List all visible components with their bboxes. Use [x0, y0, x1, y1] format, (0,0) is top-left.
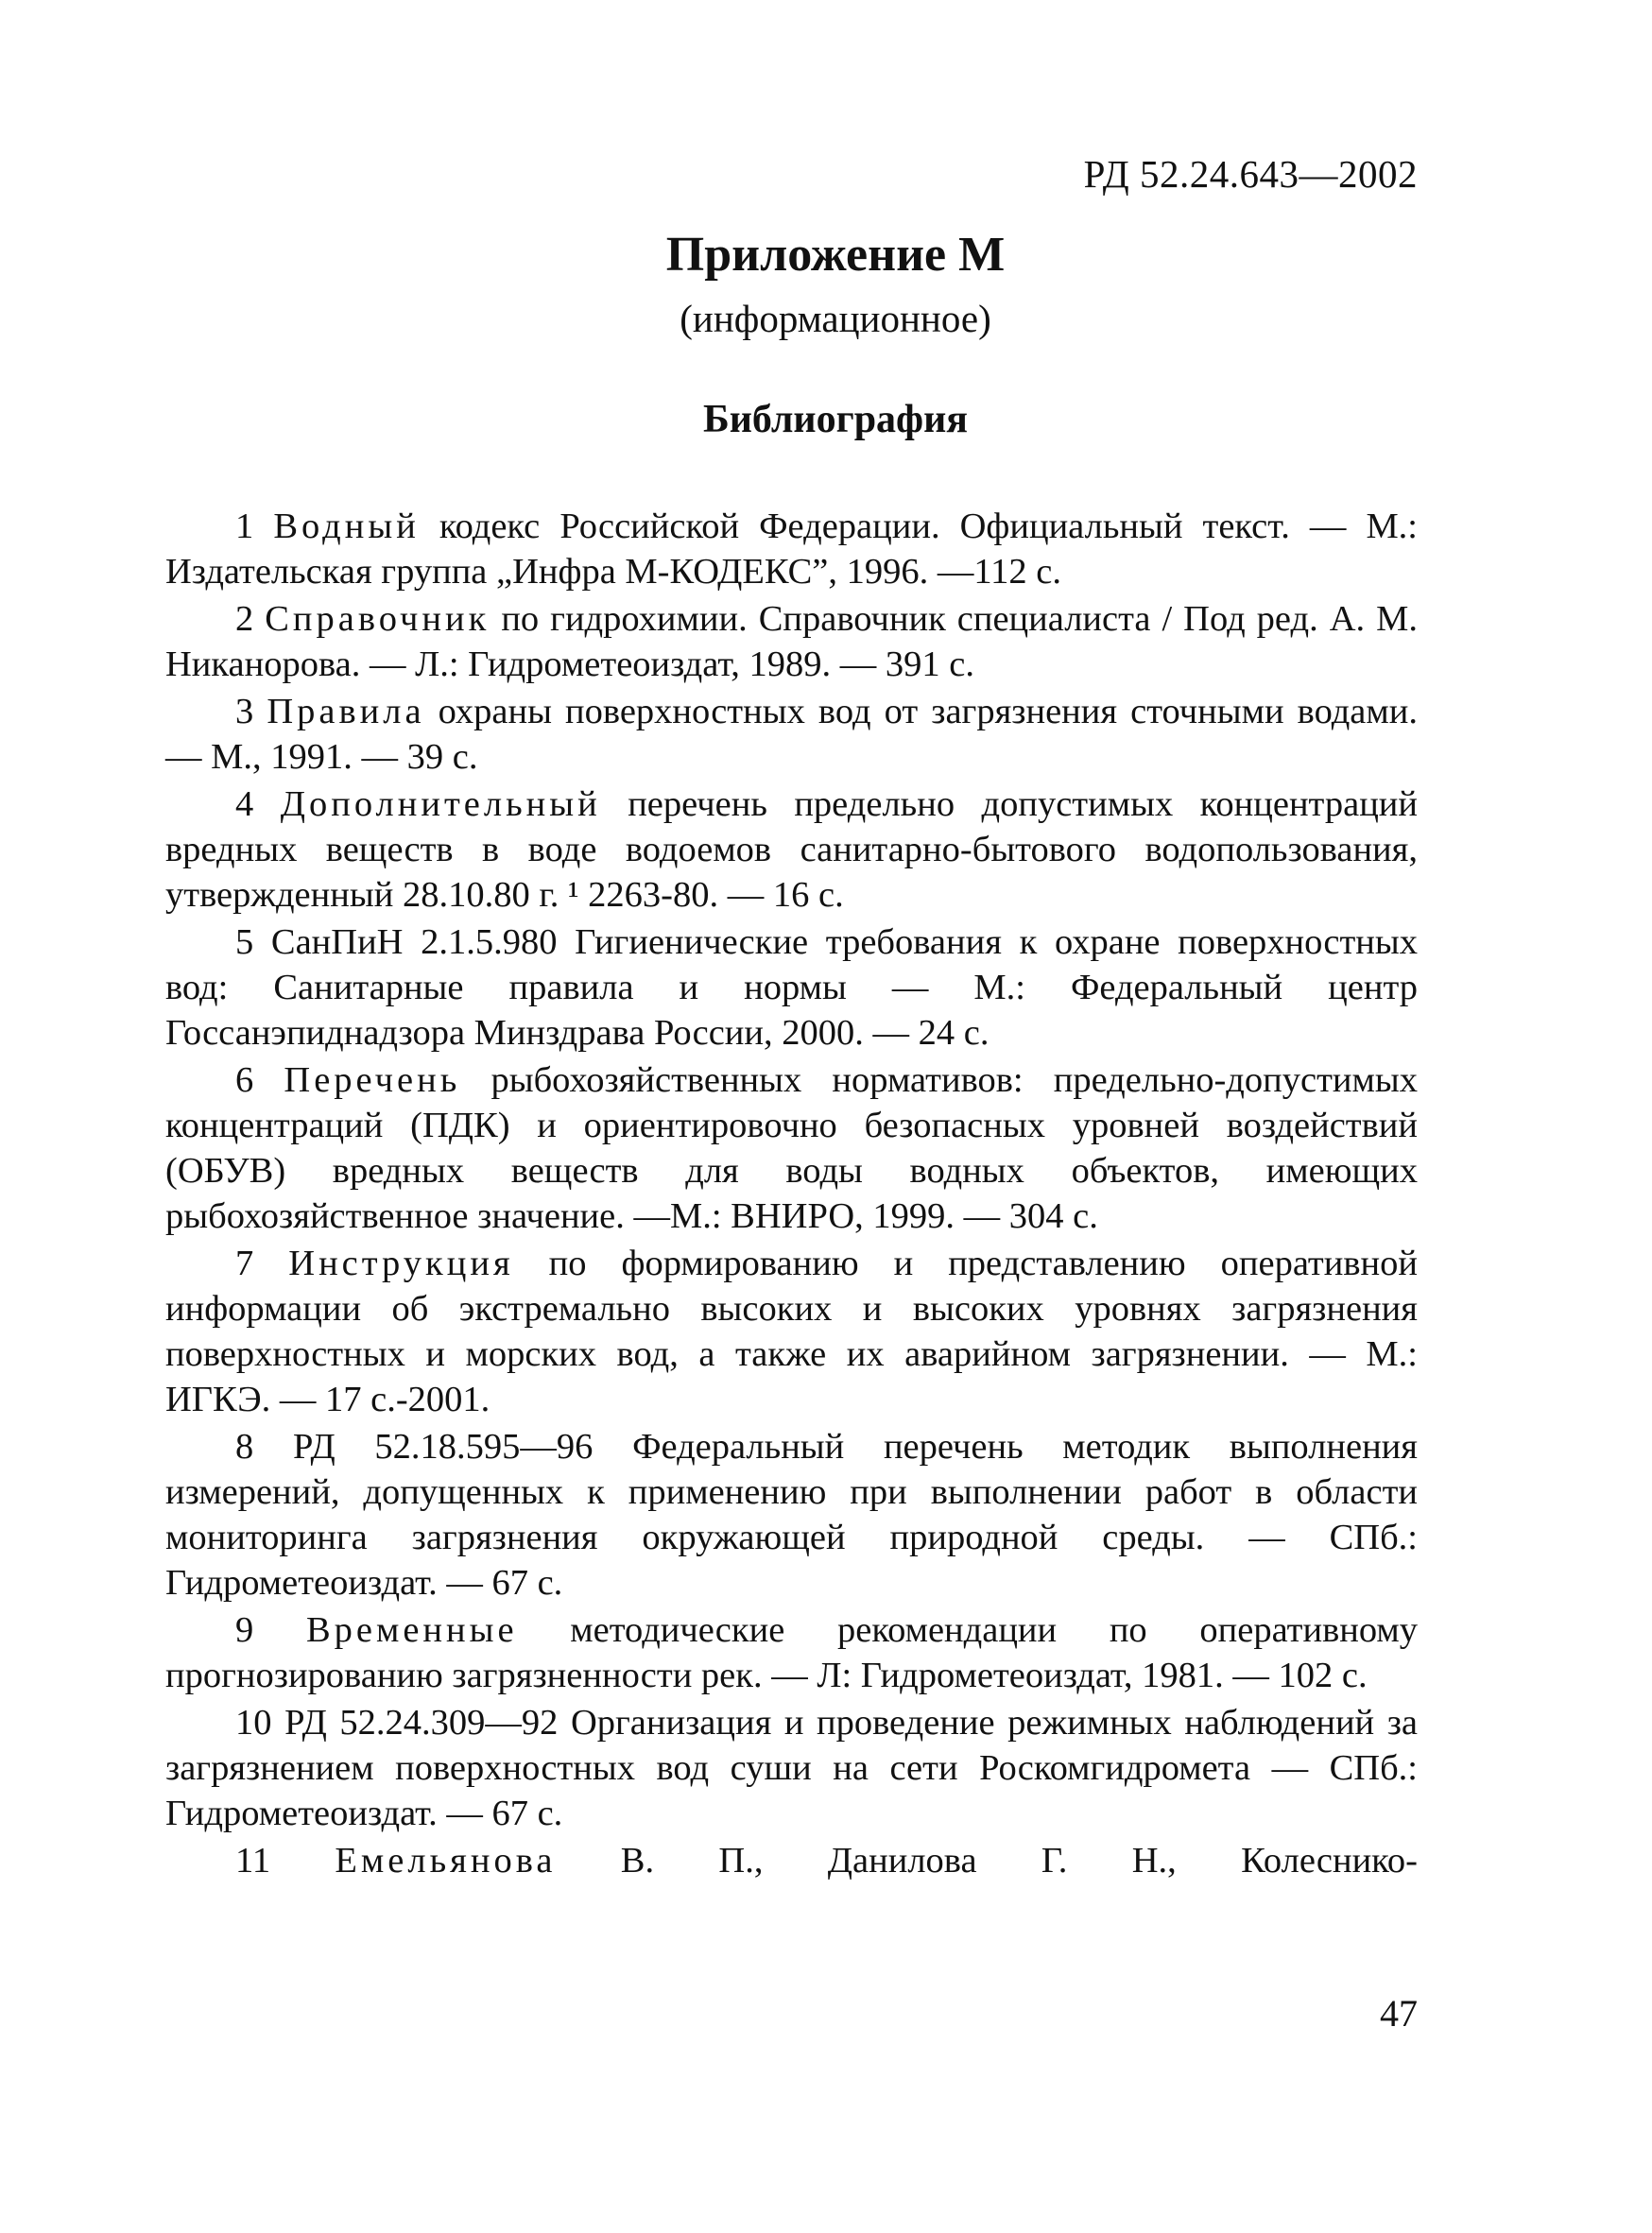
- bibliography-entry: [165, 782, 1418, 918]
- bibliography-entry: [165, 1700, 1418, 1836]
- entry-text: охраны поверхностных вод от загрязнения сточными водами. — М., 1991. — 39 с.: [165, 692, 1418, 777]
- entry-lead-word: Дополнительный: [280, 784, 601, 824]
- appendix-title: Приложение М: [665, 228, 1006, 282]
- entry-number: 5: [235, 922, 254, 962]
- bibliography-entry: [165, 919, 1418, 1056]
- page-number: 47: [1380, 1992, 1418, 2035]
- entry-text: СанПиН 2.1.5.980 Гигиенические требования к охране поверхностных вод: Санитарные правила и нормы — М.: Федеральный центр Госсанэпиднадзора Минздрава России, 2000. — 24 с.: [165, 922, 1419, 1053]
- bibliography-entry: [165, 504, 1418, 594]
- entry-text: РД 52.24.309—92 Организация и проведение режимных наблюдений за загрязнением поверхностных вод суши на сети Роскомгидромета — СПб.: Гидрометеоиздат. — 67 с.: [165, 1703, 1419, 1833]
- entry-text: методические рекомендации по оперативному прогнозированию загрязненности рек. — Л: Гидрометеоиздат, 1981. — 102 с.: [165, 1610, 1419, 1695]
- entry-lead-word: Временные: [305, 1610, 518, 1650]
- entry-text: В. П., Данилова Г. Н., Колеснико-: [556, 1841, 1419, 1881]
- entry-text: по формированию и представлению оперативной информации об экстремально высоких и высоких уровнях загрязнения поверхностных и морских вод, а также их аварийном загрязнении. — М.: ИГКЭ. — 17 с.-2001.: [165, 1244, 1418, 1419]
- bibliography-entry: [165, 689, 1418, 780]
- entry-text: РД 52.18.595—96 Федеральный перечень методик выполнения измерений, допущенных к применению при выполнении работ в области мониторинга загрязнения окружающей природной среды. — СПб.: Гидрометеоиздат. — 67 с.: [165, 1427, 1418, 1603]
- entry-lead-word: Инструкция: [288, 1244, 514, 1283]
- entry-number: 3: [235, 692, 254, 731]
- bibliography-entry: [165, 1241, 1418, 1422]
- bibliography-entry: [165, 1424, 1418, 1606]
- entry-lead-word: Справочник: [265, 599, 490, 639]
- entry-lead-word: Перечень: [284, 1060, 461, 1100]
- bibliography-entry: [165, 596, 1418, 687]
- entry-text: по гидрохимии. Справочник специалиста / Под ред. А. М. Никанорова. — Л.: Гидрометеоиздат, 1989. — 391 с.: [165, 599, 1418, 684]
- entry-lead-word: Правила: [267, 692, 425, 731]
- entry-text: кодекс Российской Федерации. Официальный текст. — М.: Издательская группа „Инфра М-КОДЕКС”, 1996. —112 с.: [165, 507, 1418, 592]
- entry-number: 4: [235, 784, 254, 824]
- entry-text: перечень предельно допустимых концентраций вредных веществ в воде водоемов санитарно-бытового водопользования, утвержденный 28.10.80 г. ¹ 2263-80. — 16 с.: [165, 784, 1418, 915]
- document-code: РД 52.24.643—2002: [1083, 152, 1418, 196]
- bibliography-entry: [165, 1607, 1418, 1698]
- entry-lead-word: Водный: [273, 507, 420, 546]
- entry-number: 6: [235, 1060, 254, 1100]
- entry-number: 7: [235, 1244, 254, 1283]
- entry-number: 8: [235, 1427, 254, 1467]
- entry-number: 1: [235, 507, 254, 546]
- entry-number: 11: [235, 1841, 271, 1881]
- entry-number: 10: [235, 1703, 272, 1743]
- entry-number: 2: [235, 599, 254, 639]
- bibliography-list: [165, 504, 1418, 1885]
- section-title: Библиография: [702, 398, 969, 441]
- entry-lead-word: Емельянова: [335, 1841, 557, 1881]
- appendix-subtitle: (информационное): [680, 297, 991, 340]
- entry-text: рыбохозяйственных нормативов: предельно-допустимых концентраций (ПДК) и ориентировочно безопасных уровней воздействий (ОБУВ) вредных веществ для воды водных объектов, имеющих рыбохозяйственное значение. —М.: ВНИРО, 1999. — 304 с.: [165, 1060, 1418, 1236]
- bibliography-entry: [165, 1838, 1418, 1883]
- bibliography-entry: [165, 1057, 1418, 1239]
- entry-number: 9: [235, 1610, 254, 1650]
